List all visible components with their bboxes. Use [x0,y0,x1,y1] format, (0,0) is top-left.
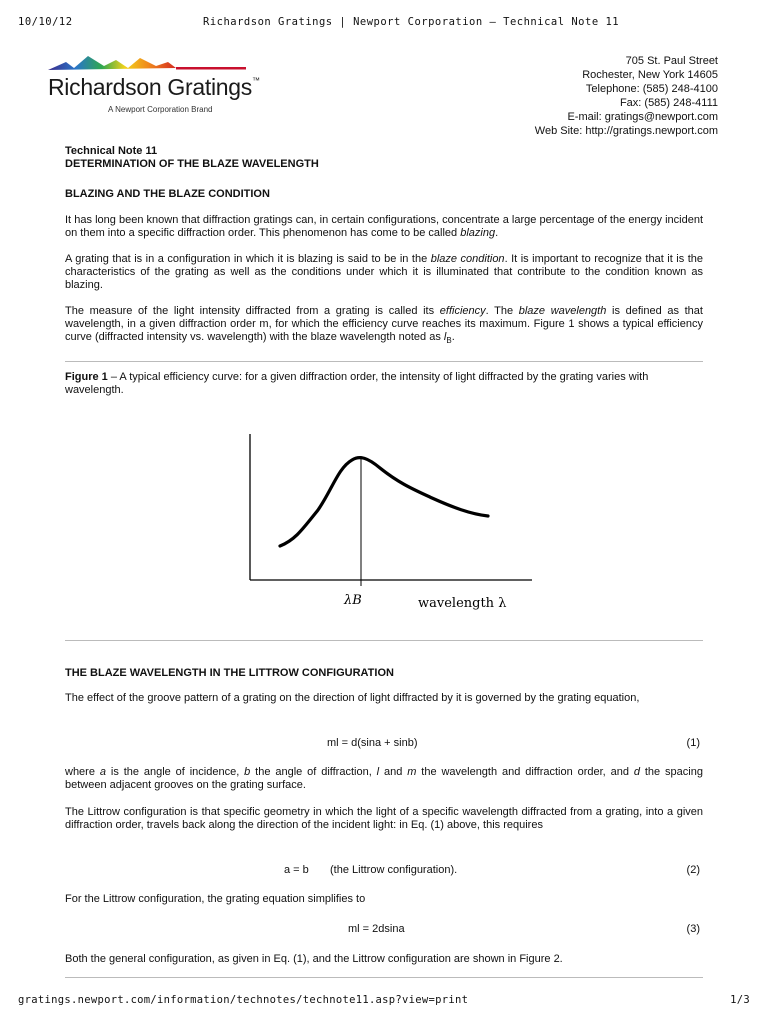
address-website[interactable]: Web Site: http://gratings.newport.com [534,125,718,137]
paragraph-efficiency: The measure of the light intensity diffracted from a grating is called its efficiency. The blaze wavelength is defined as that wavelength, in a given diffraction order m, for which the efficiency curve reaches its maximum. Figure 1 shows a typical efficiency curve (diffracted intensity vs. wavelength) with the blaze wavelength noted as $l_B$. [65,305,703,346]
note-number: Technical Note 11 [65,145,158,157]
paragraph-grating-equation: The effect of the groove pattern of a grating on the direction of light diffracted by it is governed by the grating equation, [65,692,640,704]
note-title: DETERMINATION OF THE BLAZE WAVELENGTH [65,158,319,170]
equation-3-number: (3) [686,923,700,935]
address-street: 705 St. Paul Street [625,55,718,67]
address-telephone: Telephone: (585) 248-4100 [585,83,718,95]
print-page-title: Richardson Gratings | Newport Corporation – Technical Note 11 [203,16,620,28]
equation-2-number: (2) [686,864,700,876]
equation-2-expression: a = b [284,864,309,876]
divider [65,640,703,641]
address-fax: Fax: (585) 248-4111 [619,97,718,109]
paragraph-variable-definitions: where a is the angle of incidence, b the angle of diffraction, l and m the wavelength and diffraction order, and d the spacing between adjacent grooves on the grating surface. [65,766,703,791]
address-city: Rochester, New York 14605 [582,69,718,81]
paragraph-blaze-condition: A grating that is in a configuration in which it is blazing is said to be in the blaze condition. It is important to recognize that it is the characteristics of the grating as well as the conditions under which it is illuminated that contribute to the condition known as blazing. [65,253,703,291]
equation-3 [65,923,703,937]
equation-3-expression: ml = 2dsina [348,923,405,935]
lambda-b-label: λB [344,593,362,608]
print-url: gratings.newport.com/information/technotes/technote11.asp?view=print [18,994,469,1006]
divider [65,977,703,978]
wavelength-axis-label: wavelength λ [418,596,507,611]
efficiency-curve [280,458,488,546]
equation-1 [65,737,703,751]
address-email[interactable]: E-mail: gratings@newport.com [567,111,718,123]
paragraph-simplification: For the Littrow configuration, the grating equation simplifies to [65,893,366,905]
paragraph-blazing-intro: It has long been known that diffraction gratings can, in certain configurations, concentrate a large percentage of the energy incident on them into a specific diffraction order. This phenomenon has come to be called blazing. [65,214,703,239]
equation-2-note: (the Littrow configuration). [330,864,458,876]
richardson-gratings-logo [44,52,264,118]
section-heading-littrow: THE BLAZE WAVELENGTH IN THE LITTROW CONFIGURATION [65,667,394,679]
figure1-caption: Figure 1 – A typical efficiency curve: for a given diffraction order, the intensity of light diffracted by the grating varies with wavelength. [65,371,649,396]
logo-wordmark: Richardson Gratings™ [48,74,260,100]
print-page-number: 1/3 [730,994,750,1006]
equation-2 [65,864,703,878]
paragraph-littrow-definition: The Littrow configuration is that specific geometry in which the light of a specific wavelength diffracted from a grating, into a given diffraction order, travels back along the direction of the incident light: in Eq. (1) above, this requires [65,806,703,831]
logo-brand-line: A Newport Corporation Brand [108,105,213,114]
paragraph-figure2-reference: Both the general configuration, as given in Eq. (1), and the Littrow configuration are shown in Figure 2. [65,953,563,965]
print-date: 10/10/12 [18,16,73,28]
divider [65,361,703,362]
equation-1-number: (1) [686,737,700,749]
section-heading-blazing: BLAZING AND THE BLAZE CONDITION [65,188,270,200]
equation-1-expression: ml = d(sina + sinb) [327,737,418,749]
note-heading [65,145,703,171]
figure1-efficiency-curve [240,428,540,618]
contact-address [535,54,718,138]
